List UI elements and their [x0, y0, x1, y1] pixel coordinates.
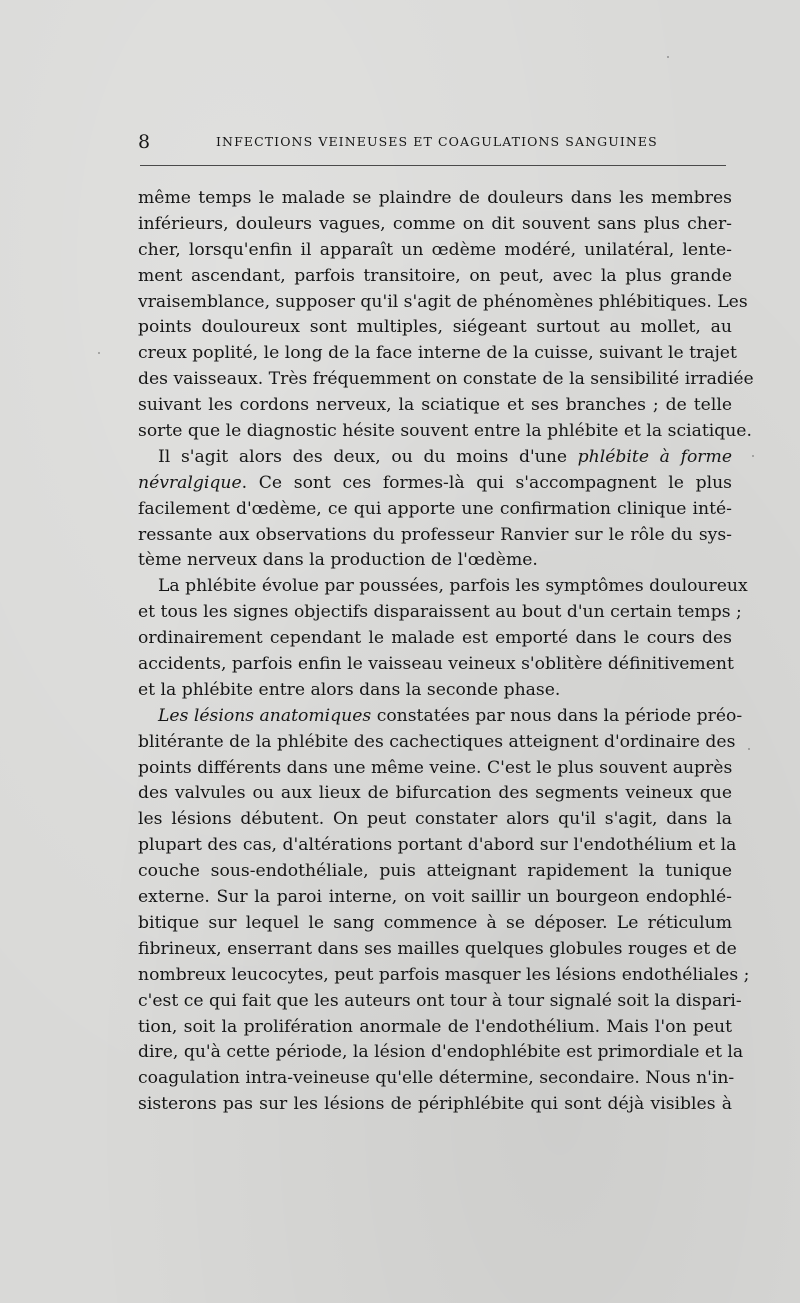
text-line: nombreux leucocytes, peut parfois masquer les lésions endothéliales ;	[138, 964, 750, 985]
page-number: 8	[138, 131, 151, 153]
paper-speck	[752, 455, 754, 457]
text-line: c'est ce qui fait que les auteurs ont tour à tour signalé soit la dispari-	[138, 990, 742, 1011]
text-segment: Il s'agit alors des deux, ou du moins d'une	[158, 446, 578, 467]
header-rule	[140, 165, 726, 166]
text-line: des vaisseaux. Très fréquemment on constate de la sensibilité irradiée	[138, 369, 754, 390]
text-line: des valvules ou aux lieux de bifurcation des segments veineux que	[138, 783, 732, 804]
text-line: sisterons pas sur les lésions de périphlébite qui sont déjà visibles à	[138, 1094, 732, 1115]
paper-speck	[667, 56, 669, 58]
text-line: même temps le malade se plaindre de douleurs dans les membres	[138, 188, 732, 208]
text-line	[138, 445, 732, 471]
text-line	[138, 704, 743, 730]
text-line: externe. Sur la paroi interne, on voit saillir un bourgeon endophlé-	[138, 887, 732, 908]
text-line: tème nerveux dans la production de l'œdème.	[138, 550, 538, 571]
text-line: couche sous-endothéliale, puis atteignant rapidement la tunique	[138, 861, 732, 882]
text-segment: . Ce sont ces formes-là qui s'accompagnent le plus	[241, 472, 732, 493]
text-line: cher, lorsqu'enfin il apparaît un œdème modéré, unilatéral, lente-	[138, 239, 732, 260]
text-line: accidents, parfois enfin le vaisseau veineux s'oblitère définitivement	[138, 654, 734, 675]
text-line: creux poplité, le long de la face interne de la cuisse, suivant le trajet	[138, 343, 737, 364]
italic-term: névralgique	[138, 472, 242, 493]
text-line: ment ascendant, parfois transitoire, on peut, avec la plus grande	[138, 265, 732, 286]
body-text	[138, 186, 754, 1118]
text-line: plupart des cas, d'altérations portant d'abord sur l'endothélium et la	[138, 835, 737, 856]
text-line: facilement d'œdème, ce qui apporte une confirmation clinique inté-	[138, 498, 732, 519]
text-line: bitique sur lequel le sang commence à se déposer. Le réticulum	[138, 912, 732, 933]
text-line: sorte que le diagnostic hésite souvent entre la phlébite et la sciatique.	[138, 421, 752, 442]
italic-term: Les lésions anatomiques	[158, 705, 372, 726]
text-line: dire, qu'à cette période, la lésion d'endophlébite est primordiale et la	[138, 1042, 744, 1063]
text-segment: constatées par nous dans la période préo-	[371, 705, 743, 726]
text-line: points douloureux sont multiples, siégeant surtout au mollet, au	[138, 317, 732, 338]
page-header	[138, 131, 732, 155]
text-line: les lésions débutent. On peut constater alors qu'il s'agit, dans la	[138, 809, 732, 830]
text-line: points différents dans une même veine. C'est le plus souvent auprès	[138, 757, 733, 778]
text-line: La phlébite évolue par poussées, parfois les symptômes douloureux	[158, 576, 748, 597]
text-line: et tous les signes objectifs disparaissent au bout d'un certain temps ;	[138, 602, 742, 623]
running-title: INFECTIONS VEINEUSES ET COAGULATIONS SANGUINES	[216, 134, 658, 149]
text-line: inférieurs, douleurs vagues, comme on dit souvent sans plus cher-	[138, 213, 732, 234]
text-line: tion, soit la prolifération anormale de l'endothélium. Mais l'on peut	[138, 1016, 732, 1037]
paper-speck	[748, 748, 750, 750]
text-line: suivant les cordons nerveux, la sciatique et ses branches ; de telle	[138, 395, 732, 416]
italic-term: phlébite à forme	[577, 446, 732, 467]
text-line: ordinairement cependant le malade est emporté dans le cours des	[138, 628, 732, 649]
text-line: et la phlébite entre alors dans la seconde phase.	[138, 679, 561, 700]
text-line: fibrineux, enserrant dans ses mailles quelques globules rouges et de	[138, 938, 737, 959]
paper-speck	[98, 352, 100, 354]
text-line	[138, 471, 732, 497]
text-line: vraisemblance, supposer qu'il s'agit de phénomènes phlébitiques. Les	[138, 291, 748, 312]
text-line: coagulation intra-veineuse qu'elle détermine, secondaire. Nous n'in-	[138, 1068, 735, 1089]
text-line: ressante aux observations du professeur Ranvier sur le rôle du sys-	[138, 524, 732, 545]
text-line: blitérante de la phlébite des cachectiques atteignent d'ordinaire des	[138, 731, 736, 752]
